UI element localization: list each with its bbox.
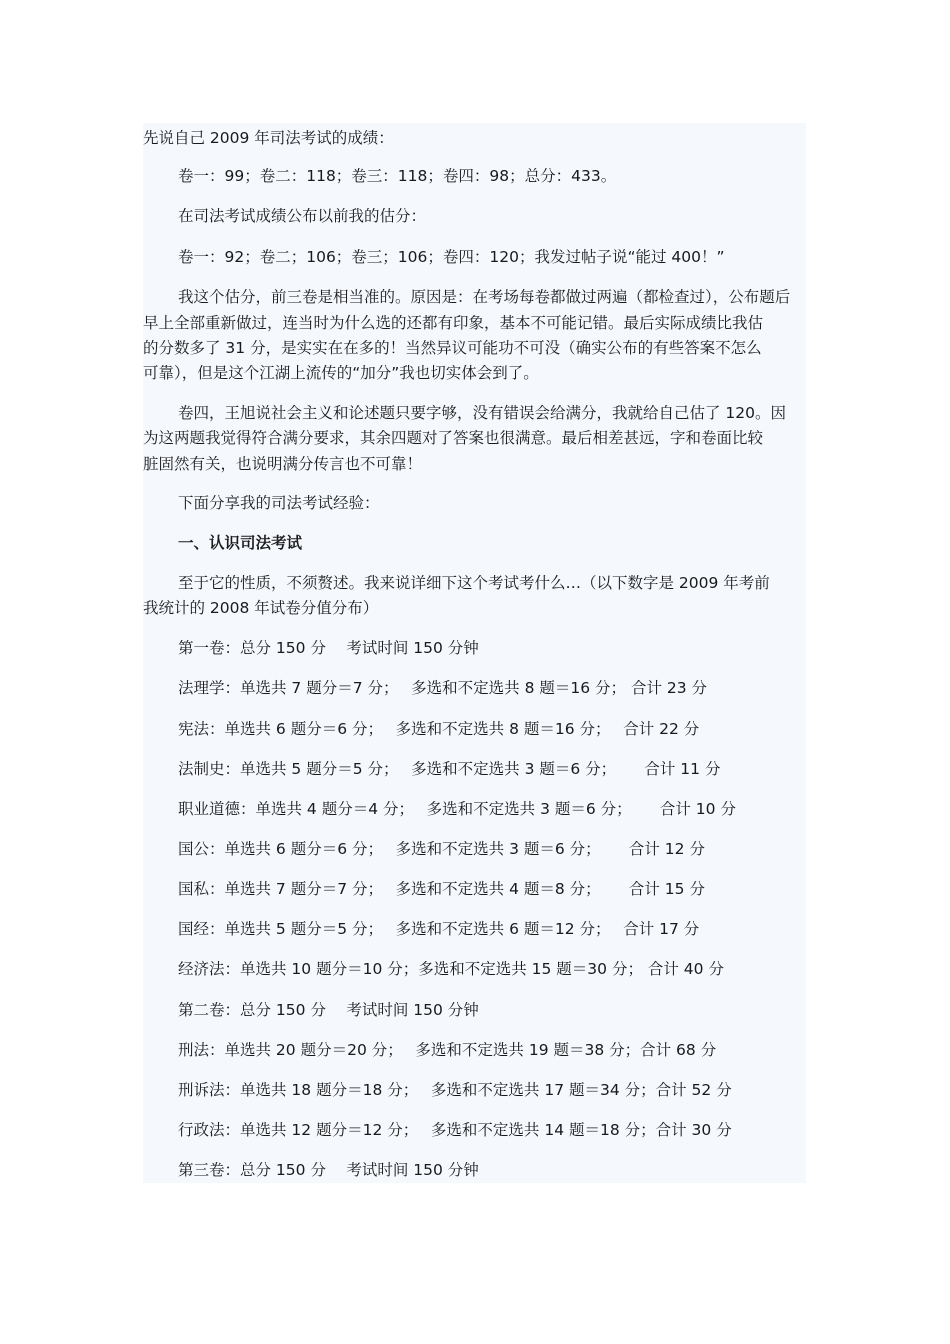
score-row: 刑法：单选共 20 题分＝20 分； 多选和不定选共 19 题＝38 分；合计 68 分 xyxy=(178,1041,717,1059)
score-row: 法理学：单选共 7 题分＝7 分； 多选和不定选共 8 题＝16 分； 合计 23 分 xyxy=(178,679,708,697)
document-body xyxy=(143,123,806,1183)
score-row: 法制史：单选共 5 题分＝5 分； 多选和不定选共 3 题＝6 分； 合计 11 分 xyxy=(178,760,721,778)
score-row: 刑诉法：单选共 18 题分＝18 分； 多选和不定选共 17 题＝34 分；合计 52 分 xyxy=(178,1081,732,1099)
paragraph-2-line-3: 脏固然有关，也说明满分传言也不可靠！ xyxy=(143,455,423,473)
paragraph-1-line-3: 的分数多了 31 分，是实实在在多的！当然异议可能功不可没（确实公布的有些答案不怎么 xyxy=(143,339,762,357)
score-row: 国私：单选共 7 题分＝7 分； 多选和不定选共 4 题＝8 分； 合计 15 分 xyxy=(178,880,705,898)
score-row: 职业道德：单选共 4 题分＝4 分； 多选和不定选共 3 题＝6 分； 合计 10 分 xyxy=(178,800,736,818)
score-row: 国公：单选共 6 题分＝6 分； 多选和不定选共 3 题＝6 分； 合计 12 分 xyxy=(178,840,705,858)
estimate-scores: 卷一：92；卷二；106；卷三；106；卷四：120；我发过帖子说“能过 400！” xyxy=(178,248,725,266)
paragraph-3-line-2: 我统计的 2008 年试卷分值分布） xyxy=(143,599,379,617)
paragraph-2-line-1: 卷四，王旭说社会主义和论述题只要字够，没有错误会给满分，我就给自己估了 120。因 xyxy=(178,404,787,422)
share-heading: 下面分享我的司法考试经验： xyxy=(178,494,380,512)
score-row: 第二卷：总分 150 分 考试时间 150 分钟 xyxy=(178,1001,479,1019)
estimate-heading: 在司法考试成绩公布以前我的估分： xyxy=(178,207,427,225)
paragraph-1-line-2: 早上全部重新做过，连当时为什么选的还都有印象，基本不可能记错。最后实际成绩比我估 xyxy=(143,314,764,332)
score-row: 第三卷：总分 150 分 考试时间 150 分钟 xyxy=(178,1161,479,1179)
paragraph-1-line-1: 我这个估分，前三卷是相当准的。原因是：在考场每卷都做过两遍（都检查过），公布题后 xyxy=(178,288,791,306)
score-row: 国经：单选共 5 题分＝5 分； 多选和不定选共 6 题＝12 分； 合计 17 分 xyxy=(178,920,700,938)
paragraph-2-line-2: 为这两题我觉得符合满分要求，其余四题对了答案也很满意。最后相差甚远，字和卷面比较 xyxy=(143,429,764,447)
score-row: 经济法：单选共 10 题分＝10 分；多选和不定选共 15 题＝30 分； 合计 40 分 xyxy=(178,960,724,978)
intro-line: 先说自己 2009 年司法考试的成绩： xyxy=(143,129,394,147)
score-row: 宪法：单选共 6 题分＝6 分； 多选和不定选共 8 题＝16 分； 合计 22 分 xyxy=(178,720,700,738)
score-row: 第一卷：总分 150 分 考试时间 150 分钟 xyxy=(178,639,479,657)
actual-scores: 卷一：99；卷二：118；卷三：118；卷四：98；总分：433。 xyxy=(178,167,617,185)
section-1-title: 一、认识司法考试 xyxy=(178,534,303,552)
score-row: 行政法：单选共 12 题分＝12 分； 多选和不定选共 14 题＝18 分；合计 30 分 xyxy=(178,1121,732,1139)
paragraph-1-line-4: 可靠），但是这个江湖上流传的“加分”我也切实体会到了。 xyxy=(143,364,539,382)
paragraph-3-line-1: 至于它的性质，不须赘述。我来说详细下这个考试考什么…（以下数字是 2009 年考前 xyxy=(178,574,770,592)
